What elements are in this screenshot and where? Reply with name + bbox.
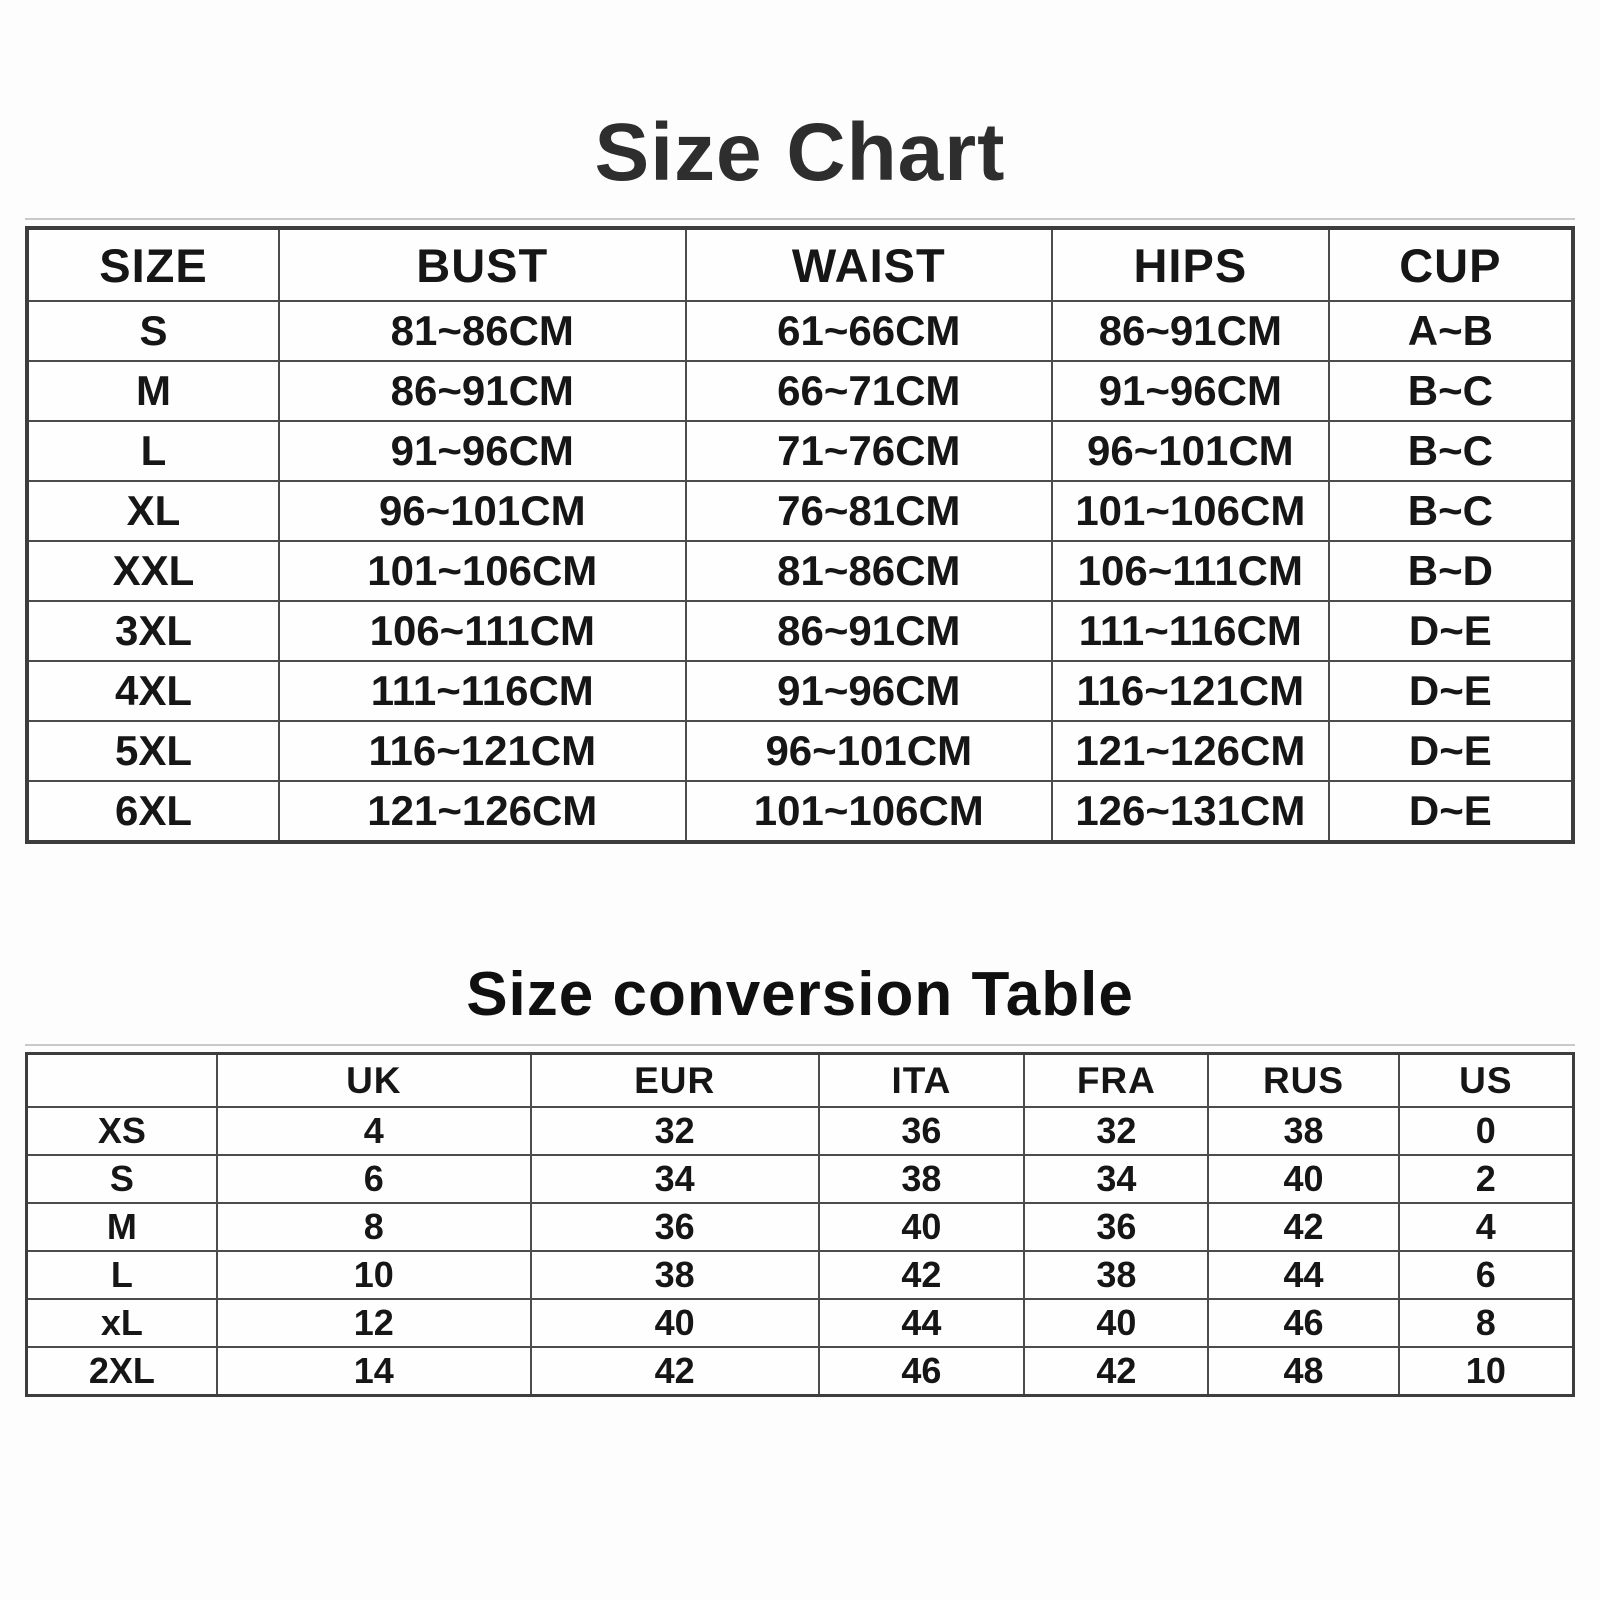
column-header: WAIST	[686, 228, 1052, 301]
table-cell: 42	[1024, 1347, 1208, 1396]
size-chart-title: Size Chart	[594, 107, 1006, 198]
table-cell: B~C	[1329, 421, 1573, 481]
table-cell: 40	[1024, 1299, 1208, 1347]
table-cell: 14	[217, 1347, 531, 1396]
table-cell: 32	[1024, 1107, 1208, 1155]
table-cell: 91~96CM	[279, 421, 686, 481]
table-cell: 61~66CM	[686, 301, 1052, 361]
header-row	[27, 228, 1573, 301]
table-row	[27, 361, 1573, 421]
table-cell: 6	[1399, 1251, 1574, 1299]
table-cell: 121~126CM	[279, 781, 686, 842]
row-label: S	[27, 1155, 217, 1203]
table-cell: 91~96CM	[1052, 361, 1329, 421]
table-cell: 121~126CM	[1052, 721, 1329, 781]
table-cell: 86~91CM	[1052, 301, 1329, 361]
table-cell: 8	[217, 1203, 531, 1251]
table-row	[27, 301, 1573, 361]
table-cell: 12	[217, 1299, 531, 1347]
table-row	[27, 721, 1573, 781]
row-label: xL	[27, 1299, 217, 1347]
table-cell: 42	[819, 1251, 1025, 1299]
divider-line	[25, 218, 1575, 220]
row-label: M	[27, 361, 279, 421]
column-header: BUST	[279, 228, 686, 301]
row-label: L	[27, 1251, 217, 1299]
table-cell: 86~91CM	[279, 361, 686, 421]
table-row	[27, 781, 1573, 842]
table-cell: 116~121CM	[279, 721, 686, 781]
row-label: XL	[27, 481, 279, 541]
row-label: 5XL	[27, 721, 279, 781]
table-cell: 8	[1399, 1299, 1574, 1347]
table-cell: D~E	[1329, 601, 1573, 661]
table-cell: 38	[819, 1155, 1025, 1203]
table-cell: 96~101CM	[279, 481, 686, 541]
table-row	[27, 601, 1573, 661]
table-row	[27, 1347, 1574, 1396]
table-cell: 46	[1208, 1299, 1398, 1347]
row-label: 2XL	[27, 1347, 217, 1396]
table-cell: 38	[1024, 1251, 1208, 1299]
table-cell: 2	[1399, 1155, 1574, 1203]
column-header: CUP	[1329, 228, 1573, 301]
column-header: ITA	[819, 1054, 1025, 1108]
table-cell: 46	[819, 1347, 1025, 1396]
table-cell: 42	[531, 1347, 819, 1396]
table-cell: 40	[819, 1203, 1025, 1251]
table-row	[27, 661, 1573, 721]
table-cell: 86~91CM	[686, 601, 1052, 661]
table-row	[27, 1107, 1574, 1155]
table-cell: D~E	[1329, 661, 1573, 721]
divider-line	[25, 1044, 1575, 1046]
table-row	[27, 1299, 1574, 1347]
table-cell: A~B	[1329, 301, 1573, 361]
table-cell: 48	[1208, 1347, 1398, 1396]
table-cell: 76~81CM	[686, 481, 1052, 541]
table-cell: 106~111CM	[1052, 541, 1329, 601]
row-label: S	[27, 301, 279, 361]
table-cell: 96~101CM	[1052, 421, 1329, 481]
table-cell: 38	[1208, 1107, 1398, 1155]
table-cell: 40	[531, 1299, 819, 1347]
header-row	[27, 1054, 1574, 1108]
table-cell: 96~101CM	[686, 721, 1052, 781]
row-label: XXL	[27, 541, 279, 601]
table-row	[27, 1251, 1574, 1299]
table-cell: D~E	[1329, 721, 1573, 781]
table-cell: 4	[217, 1107, 531, 1155]
table-row	[27, 1155, 1574, 1203]
table-cell: 101~106CM	[279, 541, 686, 601]
table-cell: 111~116CM	[279, 661, 686, 721]
table-cell: 81~86CM	[279, 301, 686, 361]
table-row	[27, 481, 1573, 541]
table-row	[27, 541, 1573, 601]
table-cell: 36	[531, 1203, 819, 1251]
conversion-table-title: Size conversion Table	[466, 960, 1134, 1029]
table-cell: 101~106CM	[1052, 481, 1329, 541]
row-label: M	[27, 1203, 217, 1251]
column-header: EUR	[531, 1054, 819, 1108]
table-cell: 71~76CM	[686, 421, 1052, 481]
table-cell: 66~71CM	[686, 361, 1052, 421]
table-cell: 101~106CM	[686, 781, 1052, 842]
table-row	[27, 421, 1573, 481]
table-cell: 36	[819, 1107, 1025, 1155]
table-cell: 116~121CM	[1052, 661, 1329, 721]
table-cell: 40	[1208, 1155, 1398, 1203]
table-cell: 6	[217, 1155, 531, 1203]
table-cell: B~D	[1329, 541, 1573, 601]
table-cell: 38	[531, 1251, 819, 1299]
row-label: L	[27, 421, 279, 481]
table-cell: 4	[1399, 1203, 1574, 1251]
table-cell: 106~111CM	[279, 601, 686, 661]
table-cell: 0	[1399, 1107, 1574, 1155]
column-header: RUS	[1208, 1054, 1398, 1108]
column-header: US	[1399, 1054, 1574, 1108]
table-cell: 32	[531, 1107, 819, 1155]
row-label: 4XL	[27, 661, 279, 721]
table-cell: 111~116CM	[1052, 601, 1329, 661]
row-label: XS	[27, 1107, 217, 1155]
table-cell: 44	[819, 1299, 1025, 1347]
table-cell: 34	[1024, 1155, 1208, 1203]
size-chart-table	[25, 226, 1575, 844]
conversion-table	[25, 1052, 1575, 1397]
column-header-empty	[27, 1054, 217, 1108]
column-header: FRA	[1024, 1054, 1208, 1108]
table-cell: 126~131CM	[1052, 781, 1329, 842]
table-cell: 36	[1024, 1203, 1208, 1251]
table-cell: B~C	[1329, 481, 1573, 541]
column-header: UK	[217, 1054, 531, 1108]
table-cell: B~C	[1329, 361, 1573, 421]
table-cell: 44	[1208, 1251, 1398, 1299]
table-cell: 34	[531, 1155, 819, 1203]
table-cell: 91~96CM	[686, 661, 1052, 721]
table-cell: 42	[1208, 1203, 1398, 1251]
column-header: HIPS	[1052, 228, 1329, 301]
row-label: 3XL	[27, 601, 279, 661]
table-cell: 81~86CM	[686, 541, 1052, 601]
table-cell: 10	[217, 1251, 531, 1299]
table-cell: 10	[1399, 1347, 1574, 1396]
table-cell: D~E	[1329, 781, 1573, 842]
table-row	[27, 1203, 1574, 1251]
row-label: 6XL	[27, 781, 279, 842]
column-header: SIZE	[27, 228, 279, 301]
